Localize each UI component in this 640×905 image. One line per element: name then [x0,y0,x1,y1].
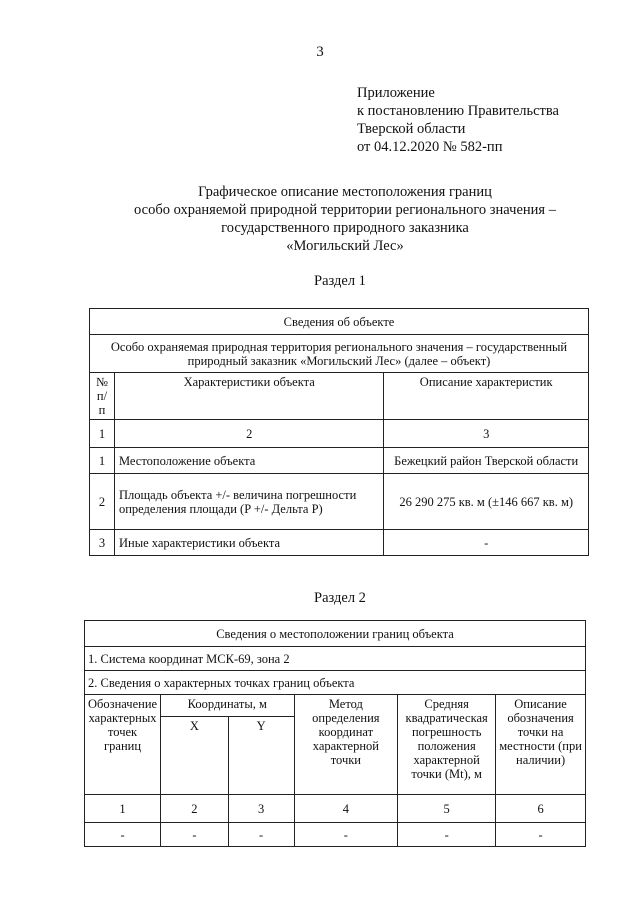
table-row [90,530,589,556]
row-num: 3 [90,530,115,556]
cell-point: - [85,823,161,847]
header-error: Средняя квадратическая погрешность положения характерной точки (Mt), м [398,695,496,795]
appendix-block [357,84,559,156]
column-number: 2 [161,795,229,823]
column-number: 6 [496,795,586,823]
cell-error: - [398,823,496,847]
row-value: - [384,530,589,556]
title-line: государственного природного заказника [221,220,469,236]
object-name: Особо охраняемая природная территория регионального значения – государственный природный заказник «Могильский Лес» (далее – объект) [90,335,589,373]
row-name: Площадь объекта +/- величина погрешности определения площади (P +/- Дельта P) [114,474,383,530]
row-value: 26 290 275 кв. м (±146 667 кв. м) [384,474,589,530]
column-number: 3 [384,420,589,448]
column-number: 4 [294,795,398,823]
row-name: Иные характеристики объекта [114,530,383,556]
appendix-line: Тверской области [357,121,466,137]
document-title [60,183,630,255]
section-2-heading: Раздел 2 [314,590,366,606]
column-number: 1 [85,795,161,823]
cell-y: - [228,823,294,847]
header-terrain: Описание обозначения точки на местности (при наличии) [496,695,586,795]
header-coordinates: Координаты, м [161,695,294,717]
title-line: Графическое описание местоположения границ [198,184,492,200]
header-characteristics: Характеристики объекта [114,373,383,420]
table-row [90,474,589,530]
title-line: особо охраняемой природной территории регионального значения – [134,202,556,218]
appendix-line: к постановлению Правительства [357,103,559,119]
cell-method: - [294,823,398,847]
cell-x: - [161,823,229,847]
header-description: Описание характеристик [384,373,589,420]
header-x: X [161,717,229,795]
boundary-points-table [84,620,586,847]
row-num: 1 [90,448,115,474]
header-num: № п/п [90,373,115,420]
row-num: 2 [90,474,115,530]
table-row [85,823,586,847]
cell-terrain: - [496,823,586,847]
table-title: Сведения о местоположении границ объекта [85,621,586,647]
section-1-heading: Раздел 1 [314,273,366,289]
header-point-designation: Обозначение характерных точек границ [85,695,161,795]
coord-system: 1. Система координат МСК-69, зона 2 [85,647,586,671]
points-title: 2. Сведения о характерных точках границ объекта [85,671,586,695]
row-name: Местоположение объекта [114,448,383,474]
table-row [90,448,589,474]
appendix-line: Приложение [357,85,435,101]
appendix-line: от 04.12.2020 № 582-пп [357,139,503,155]
column-number: 1 [90,420,115,448]
header-y: Y [228,717,294,795]
column-number: 5 [398,795,496,823]
object-info-table [89,308,589,556]
table-title: Сведения об объекте [90,309,589,335]
row-value: Бежецкий район Тверской области [384,448,589,474]
page-number: 3 [316,44,324,60]
column-number: 2 [114,420,383,448]
header-method: Метод определения координат характерной точки [294,695,398,795]
title-line: «Могильский Лес» [286,238,404,254]
column-number: 3 [228,795,294,823]
